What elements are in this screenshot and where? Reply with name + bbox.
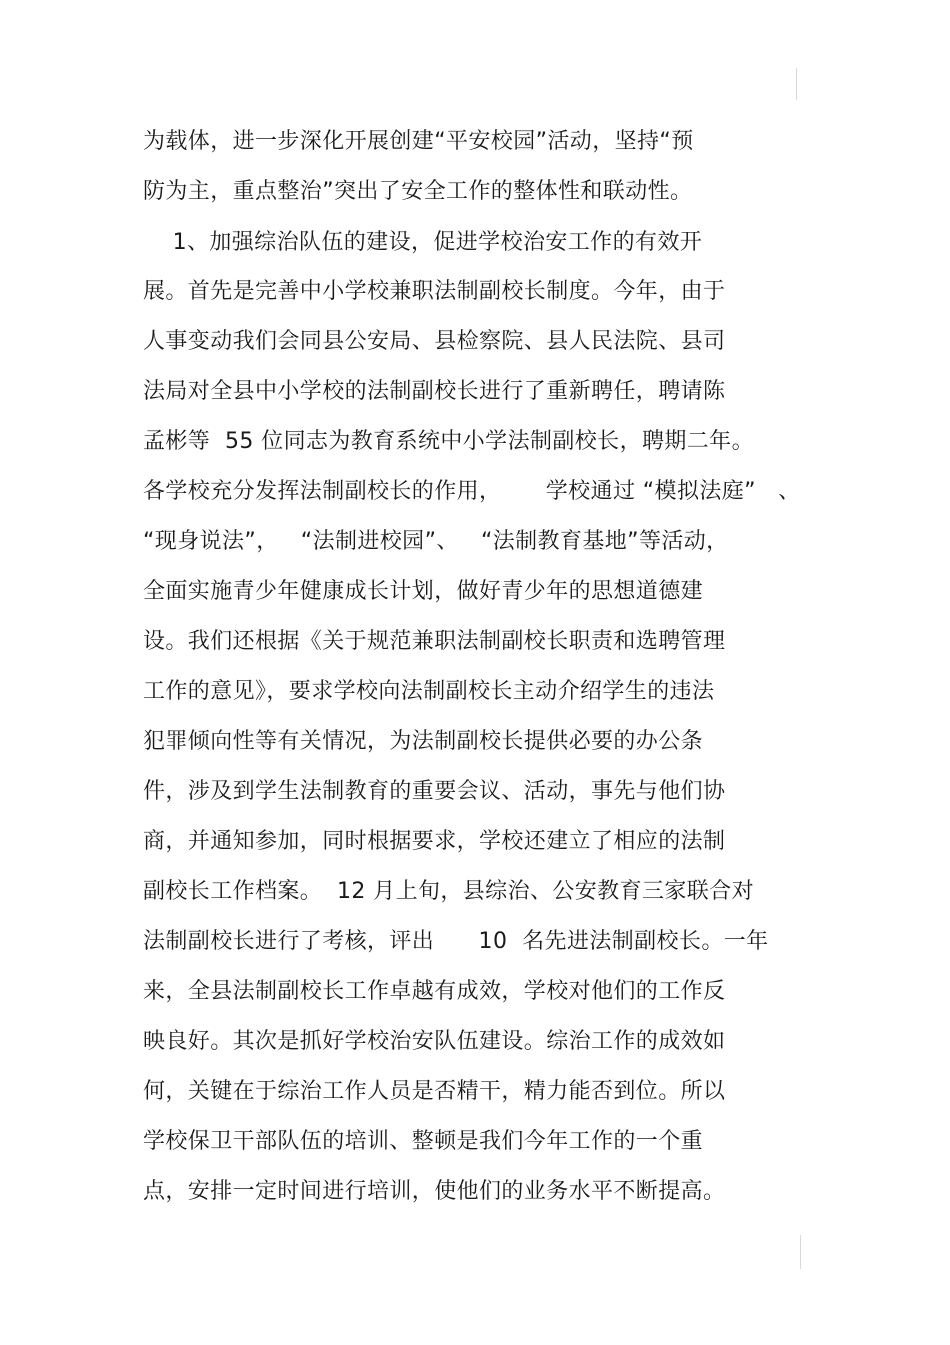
text-line: 商，并通知参加，同时根据要求，学校还建立了相应的法制 bbox=[143, 829, 726, 854]
text-line: 犯罪倾向性等有关情况，为法制副校长提供必要的办公条 bbox=[143, 729, 704, 754]
text-line: 法制副校长进行了考核，评出 10 名先进法制副校长。一年 bbox=[143, 929, 769, 954]
text-line: 何，关键在于综治工作人员是否精干，精力能否到位。所以 bbox=[143, 1079, 726, 1104]
text-line: 各学校充分发挥法制副校长的作用， 学校通过 “模拟法庭” 、 bbox=[143, 479, 801, 504]
text-line: 学校保卫干部队伍的培训、整顿是我们今年工作的一个重 bbox=[143, 1129, 704, 1154]
text-line: 映良好。其次是抓好学校治安队伍建设。综治工作的成效如 bbox=[143, 1029, 726, 1054]
paragraph-start-line: 1、加强综治队伍的建设，促进学校治安工作的有效开 bbox=[143, 230, 703, 255]
text-line: 孟彬等 55 位同志为教育系统中小学法制副校长，聘期二年。 bbox=[143, 429, 754, 454]
text-line: 法局对全县中小学校的法制副校长进行了重新聘任，聘请陈 bbox=[143, 379, 726, 404]
text-line: 防为主，重点整治”突出了安全工作的整体性和联动性。 bbox=[143, 179, 693, 204]
text-line: 全面实施青少年健康成长计划，做好青少年的思想道德建 bbox=[143, 579, 704, 604]
text-line: 来，全县法制副校长工作卓越有成效，学校对他们的工作反 bbox=[143, 979, 726, 1004]
page-corner-mark-top bbox=[796, 68, 797, 100]
page-corner-mark-bottom bbox=[800, 1235, 801, 1269]
text-line: 件，涉及到学生法制教育的重要会议、活动，事先与他们协 bbox=[143, 779, 726, 804]
text-line: 为载体，进一步深化开展创建“平安校园”活动，坚持“预 bbox=[143, 129, 694, 154]
text-line: 点，安排一定时间进行培训，使他们的业务水平不断提高。 bbox=[143, 1179, 726, 1204]
text-line: 副校长工作档案。 12 月上旬，县综治、公安教育三家联合对 bbox=[143, 879, 754, 904]
text-line: 工作的意见》，要求学校向法制副校长主动介绍学生的违法 bbox=[143, 679, 715, 704]
text-line: 人事变动我们会同县公安局、县检察院、县人民法院、县司 bbox=[143, 329, 726, 354]
text-line: 设。我们还根据《关于规范兼职法制副校长职责和选聘管理 bbox=[143, 629, 726, 654]
text-line: 展。首先是完善中小学校兼职法制副校长制度。今年，由于 bbox=[143, 279, 726, 304]
text-line: “现身说法”， “法制进校园”、 “法制教育基地”等活动， bbox=[143, 529, 729, 554]
